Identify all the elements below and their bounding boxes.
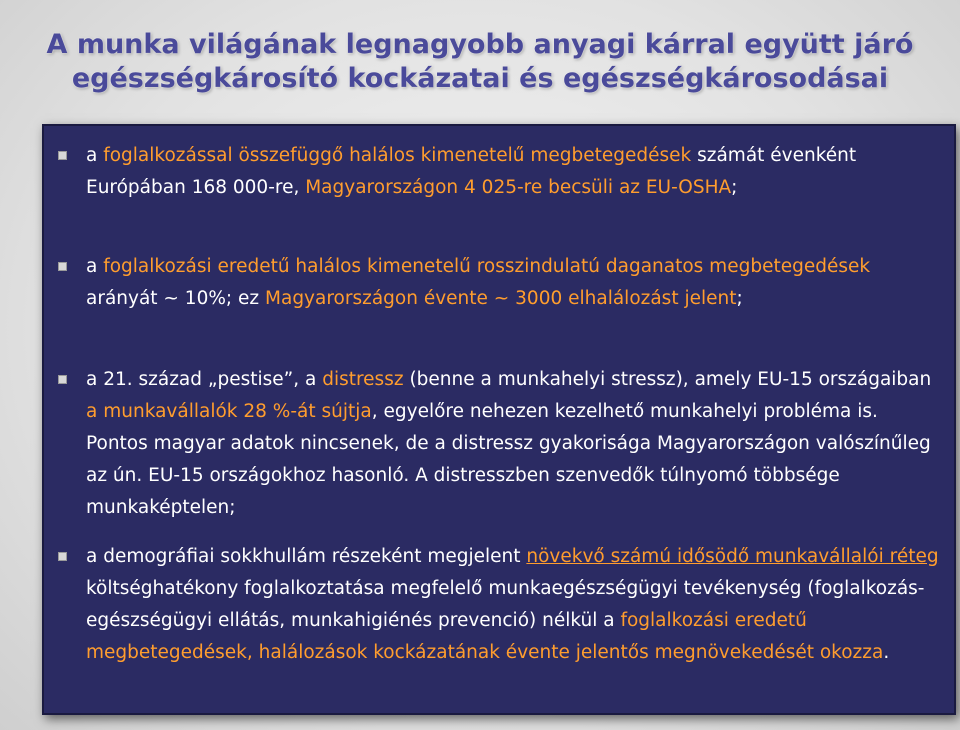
square-bullet-icon bbox=[58, 375, 67, 384]
title-line-1: A munka világának legnagyobb anyagi kárral együtt járó bbox=[46, 29, 914, 60]
text-part: (benne a munkahelyi stressz), amely EU-15 országaiban bbox=[403, 369, 932, 390]
text-part: a demográfiai sokkhullám részeként megjelent bbox=[86, 546, 527, 567]
text-part: . bbox=[883, 642, 890, 663]
text-part: ; bbox=[736, 288, 743, 309]
text-part: számát évenként Európában 168 000-re, bbox=[86, 145, 857, 198]
text-part: ; bbox=[731, 177, 738, 198]
bullet-item-2 bbox=[58, 251, 942, 315]
title-line-2: egészségkárosító kockázatai és egészségkárosodásai bbox=[71, 63, 889, 94]
highlight-text: distressz bbox=[322, 369, 404, 390]
bullet-item-3 bbox=[58, 364, 942, 524]
highlight-text: növekvő számú idősödő munkavállalói réteg bbox=[526, 546, 939, 567]
text-part: költséghatékony foglalkoztatása megfelelő munkaegészségügyi tevékenység (foglalkozás-egészségügyi ellátás, munkahigiénés prevenció) nélkül a bbox=[86, 578, 925, 631]
highlight-text: Magyarországon 4 025-re becsüli az EU-OSHA bbox=[305, 177, 732, 198]
text-part: a bbox=[86, 256, 104, 277]
text-part: , egyelőre nehezen kezelhető munkahelyi probléma is. Pontos magyar adatok nincsenek, de a distressz gyakorisága Magyarországon valószínűleg az ún. EU-15 országokhoz hasonló. A distresszben szenvedők túlnyomó többsége munkaképtelen; bbox=[86, 401, 931, 518]
square-bullet-icon bbox=[58, 262, 67, 271]
highlight-text: a munkavállalók 28 %-át sújtja bbox=[86, 401, 372, 422]
highlight-text: foglalkozási eredetű megbetegedések, halálozások kockázatának évente jelentős megnövekedését okozza bbox=[86, 610, 884, 663]
bullet-item-4 bbox=[58, 541, 942, 669]
highlight-text: foglalkozási eredetű halálos kimenetelű rosszindulatú daganatos megbetegedések bbox=[103, 256, 871, 277]
highlight-text: foglalkozással összefüggő halálos kimenetelű megbetegedések bbox=[103, 145, 692, 166]
slide-title bbox=[0, 28, 960, 96]
text-part: a 21. század „pestise”, a bbox=[86, 369, 323, 390]
highlight-text: Magyarországon évente ~ 3000 elhalálozást jelent bbox=[265, 288, 737, 309]
content-panel bbox=[42, 124, 956, 715]
text-part: arányát ~ 10%; ez bbox=[86, 288, 266, 309]
square-bullet-icon bbox=[58, 552, 67, 561]
bullet-item-1 bbox=[58, 140, 942, 204]
text-part: a bbox=[86, 145, 104, 166]
square-bullet-icon bbox=[58, 151, 67, 160]
